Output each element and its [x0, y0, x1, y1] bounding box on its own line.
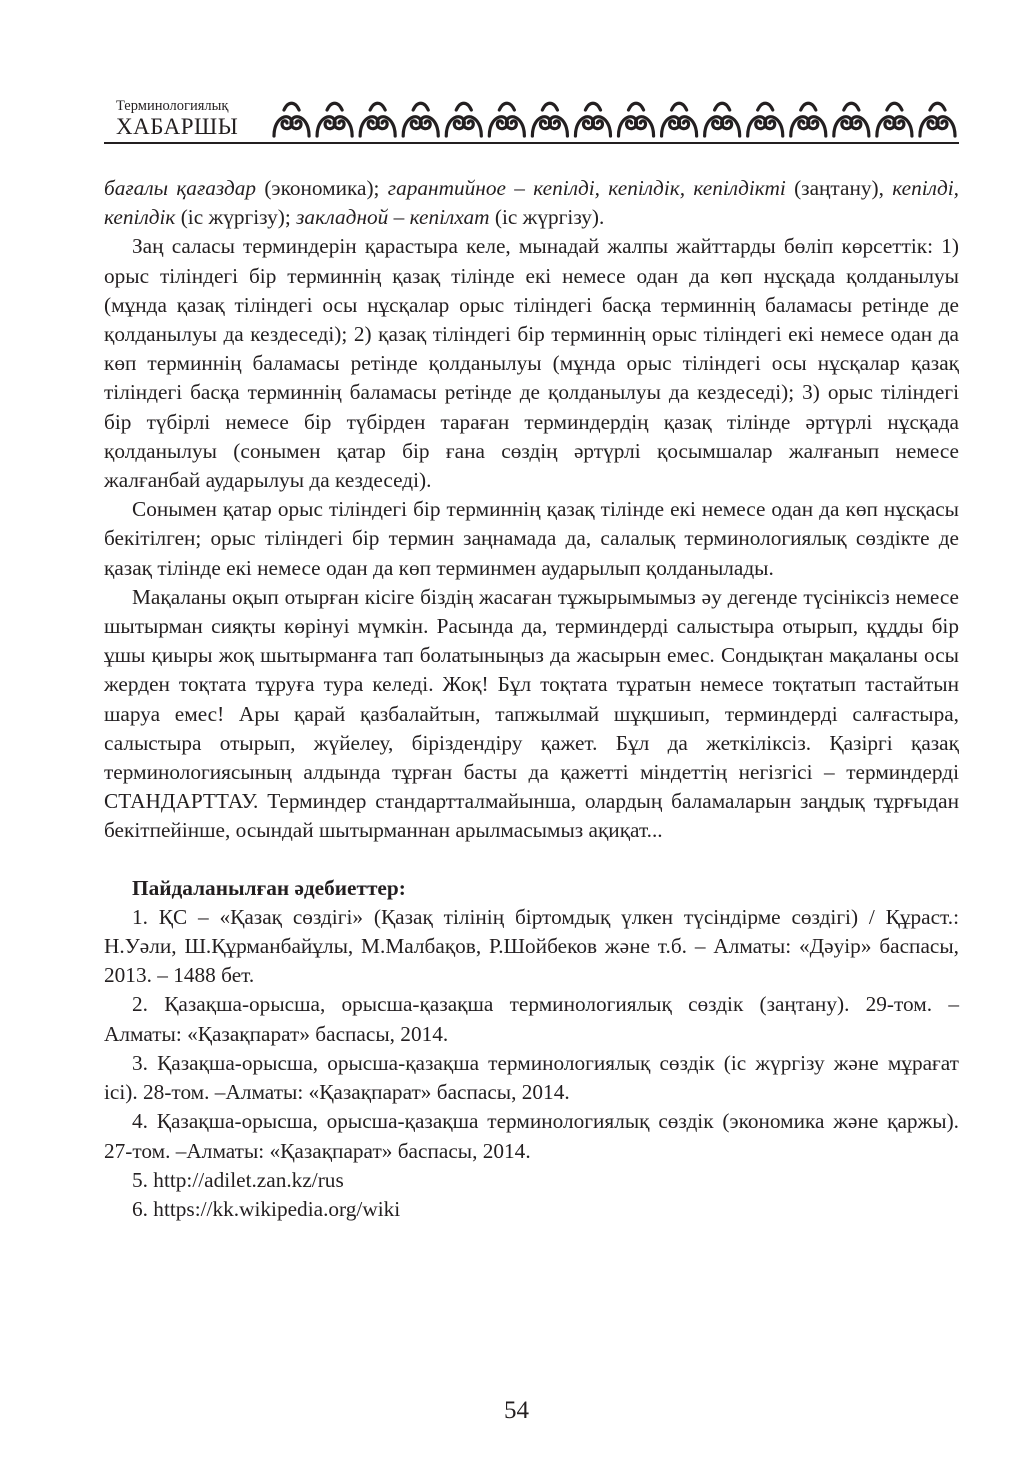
reference-item: 4. Қазақша-орысша, орысша-қазақша терминологиялық сөздік (экономика және қаржы). 27-том. –Алматы: «Қазақпарат» баспасы, 2014. — [104, 1109, 959, 1163]
journal-title-large: ХАБАРШЫ — [116, 114, 239, 139]
ornament-motif — [877, 103, 912, 136]
paragraph: Сонымен қатар орыс тіліндегі бір терминнің қазақ тілінде екі немесе одан да көп нұсқасы бекітілген; орыс тіліндегі бір термин заңнамада да, салалық терминологиялық сөздікте де қазақ тілінде екі немесе одан да көп терминмен аударылып қолданылады. — [104, 497, 959, 580]
text-run: (экономика); — [256, 176, 388, 200]
ornament-motif — [662, 103, 697, 136]
ornament-motif — [791, 103, 826, 136]
ornament-motif — [446, 103, 481, 136]
journal-title-small: Терминологиялық — [116, 98, 229, 114]
text-run: (іс жүргізу). — [489, 205, 605, 230]
text-run: (заңтану), — [785, 176, 893, 200]
article-body — [104, 174, 959, 1224]
reference-item: 1. ҚС – «Қазақ сөздігі» (Қазақ тілінің біртомдық үлкен түсіндірме сөздігі) / Құраст.: Н.Уәли, Ш.Құрманбайұлы, М.Малбақов, Р.Шойбеков және т.б. – Алматы: «Дәуір» баспасы, 2013. – 1488 бет. — [104, 904, 959, 988]
ornament-motif — [489, 103, 524, 136]
ornament-motif — [403, 103, 438, 136]
ornament-motif — [834, 103, 869, 136]
reference-item: 3. Қазақша-орысша, орысша-қазақша терминологиялық сөздік (іс жүргізу және мұрағат ісі). 28-том. –Алматы: «Қазақпарат» баспасы, 2014. — [104, 1050, 959, 1105]
paragraph-continuation — [104, 174, 959, 232]
term-italic: закладной – кепілхат — [296, 205, 490, 230]
ornament-motif — [274, 103, 309, 136]
page-number: 54 — [504, 1397, 529, 1424]
ornament-motif — [748, 103, 783, 136]
ornament-motif — [575, 103, 610, 136]
reference-item: 2. Қазақша-орысша, орысша-қазақша терминологиялық сөздік (заңтану). 29-том. –Алматы: «Қазақпарат» баспасы, 2014. — [104, 992, 959, 1046]
term-italic: бағалы қағаздар — [104, 176, 257, 200]
header-rule — [104, 142, 959, 144]
paragraph: Заң саласы терминдерін қарастыра келе, мынадай жалпы жайттарды бөліп көрсеттік: 1) орыс тіліндегі бір терминнің қазақ тілінде екі немесе одан да көп нұсқада қолданылуы (мұнда қазақ тіліндегі осы нұсқалар орыс тіліндегі басқа терминнің баламасы ретінде де қолданылуы да кездеседі); 2) қазақ тіліндегі бір терминнің орыс тіліндегі екі немесе одан да көп терминнің баламасы ретінде қолданылуы (мұнда орыс тіліндегі осы нұсқалар қазақ тіліндегі басқа терминнің баламасы ретінде де қолданылуы да кездеседі); 3) орыс тіліндегі бір түбірлі немесе бір түбірден тараған терминдердің қазақ тілінде әртүрлі нұсқада қолданылуы (сонымен қатар бір ғана сөздің әртүрлі қосымшалар жалғанып немесе жалғанбай аударылуы да кездеседі). — [104, 234, 959, 493]
ornament-border — [270, 98, 959, 140]
references-list — [104, 903, 959, 1224]
term-italic: гарантийное – кепілді, кепілдік, кепілдікті — [387, 176, 786, 200]
references-heading: Пайдаланылған әдебиеттер: — [132, 875, 406, 900]
ornament-motif — [317, 103, 352, 136]
text-run: (іс жүргізу); — [175, 205, 297, 230]
reference-item: 6. https://kk.wikipedia.org/wiki — [132, 1196, 401, 1221]
running-header — [104, 98, 959, 146]
ornament-motif — [920, 103, 955, 136]
paragraph: Мақаланы оқып отырған кісіге біздің жасаған тұжырымымыз әу дегенде түсініксіз немесе шытырман сияқты көрінуі мүмкін. Расында да, терминдерді салыстыра отырып, құдды бір ұшы қиыры жоқ шытырманға тап болатыныңыз да жасырын емес. Сондықтан мақаланы осы жерден тоқтата тұруға тура келеді. Жоқ! Бұл тоқтата тұратын немесе тоқтатып тастайтын шаруа емес! Ары қарай қазбалайтын, тапжылмай шұқшиып, терминдерді салғастыра, салыстыра отырып, жүйелеу, біріздендіру қажет. Бұл да жеткіліксіз. Қазіргі қазақ терминологиясының алдында тұрған басты да қажетті міндеттің негізгісі – терминдерді СТАНДАРТТАУ. Терминдер стандартталмайынша, олардың баламаларын заңдық тұрғыдан бекітпейінше, осындай шытырманнан арылмасымыз ақиқат... — [104, 584, 959, 843]
ornament-motif — [532, 103, 567, 136]
reference-item: 5. http://adilet.zan.kz/rus — [132, 1167, 344, 1192]
term-italic: кепілді, кепілдік — [104, 176, 959, 230]
ornament-motif — [619, 103, 654, 136]
ornament-motif — [360, 103, 395, 136]
ornament-motif — [705, 103, 740, 136]
